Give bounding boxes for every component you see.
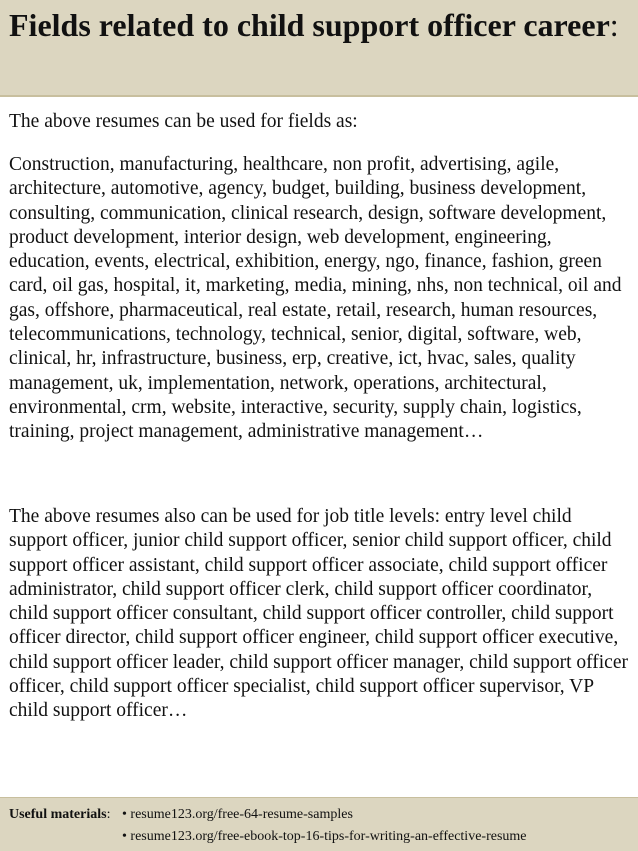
fields-list-text: Construction, manufacturing, healthcare, non profit, advertising, agile, architecture, automotive, agency, budget, building, business development, consulting, communication, clinical research, design, software development, product development, interior design, web development, engineering, education, events, electrical, exhibition, energy, ngo, finance, fashion, green card, oil gas, hospital, it, marketing, media, mining, nhs, non technical, oil and gas, offshore, pharmaceutical, real estate, retail, research, human resources, telecommunications, technology, technical, senior, digital, software, web, clinical, hr, infrastructure, business, erp, creative, ict, hvac, sales, quality management, uk, implementation, network, operations, architectural, environmental, crm, website, interactive, security, supply chain, logistics, training, project management, administrative management… bbox=[9, 154, 622, 443]
job-levels-text: The above resumes also can be used for job title levels: entry level child support officer, junior child support officer, senior child support officer, child support officer assistant, child support officer associate, child support officer administrator, child support officer clerk, child support officer coordinator, child support officer consultant, child support officer controller, child support officer director, child support officer engineer, child support officer executive, child support officer leader, child support officer manager, child support officer officer, child support officer specialist, child support officer supervisor, VP child support officer… bbox=[9, 506, 628, 722]
resource-link-ebook-tips[interactable]: • resume123.org/free-ebook-top-16-tips-for-writing-an-effective-resume bbox=[122, 829, 527, 844]
useful-materials-label-text: Useful materials bbox=[9, 807, 107, 822]
intro-text: The above resumes can be used for fields as: bbox=[9, 111, 358, 132]
page-title bbox=[9, 4, 629, 47]
header-divider bbox=[0, 95, 638, 97]
page-title-colon: : bbox=[609, 7, 619, 43]
resource-link-resume-samples[interactable]: • resume123.org/free-64-resume-samples bbox=[122, 807, 353, 822]
useful-materials-colon: : bbox=[106, 807, 111, 822]
useful-materials-label bbox=[9, 805, 110, 825]
page-title-text: Fields related to child support officer career bbox=[9, 7, 610, 43]
